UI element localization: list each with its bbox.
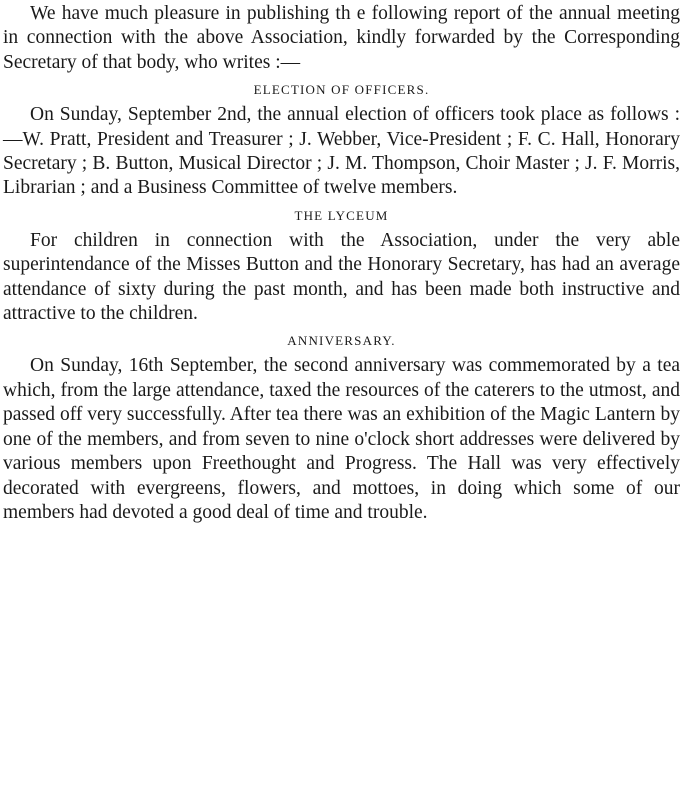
section-heading-anniversary: ANNIVERSARY. — [287, 333, 396, 349]
section-heading-lyceum: THE LYCEUM — [294, 207, 389, 223]
section-body-anniversary: On Sunday, 16th September, the second anniversary was commemorated by a tea which, from the large attendance, taxed the resources of the caterers to the utmost, and passed off very successfully. After tea there was an exhibition of the Magic Lantern by one of the members, and from seven to nine o'clock short addresses were delivered by various members upon Freethought and Progress. The Hall was very effectively decorated with evergreens, flowers, and mottoes, in doing which some of our members had devoted a good deal of time and trouble. — [3, 355, 680, 523]
section-body-election: On Sunday, September 2nd, the annual election of officers took place as follows :—W. Pratt, President and Treasurer ; J. Webber, Vice-President ; F. C. Hall, Honorary Secretary ; B. Button, Musical Director ; J. M. Thompson, Choir Master ; J. F. Morris, Librarian ; and a Business Committee of twelve members. — [3, 104, 680, 199]
section-body-lyceum: For children in connection with the Association, under the very able superintendance of the Misses Button and the Honorary Secretary, has had an average attendance of sixty during the past month, and has been made both instructive and attractive to the children. — [3, 229, 680, 325]
section-heading-election: ELECTION OF OFFICERS. — [253, 82, 430, 98]
intro-paragraph: We have much pleasure in publishing th e following report of the annual meeting in connection with the above Association, kindly forwarded by the Corresponding Secretary of that body, who writes :— — [3, 3, 680, 73]
